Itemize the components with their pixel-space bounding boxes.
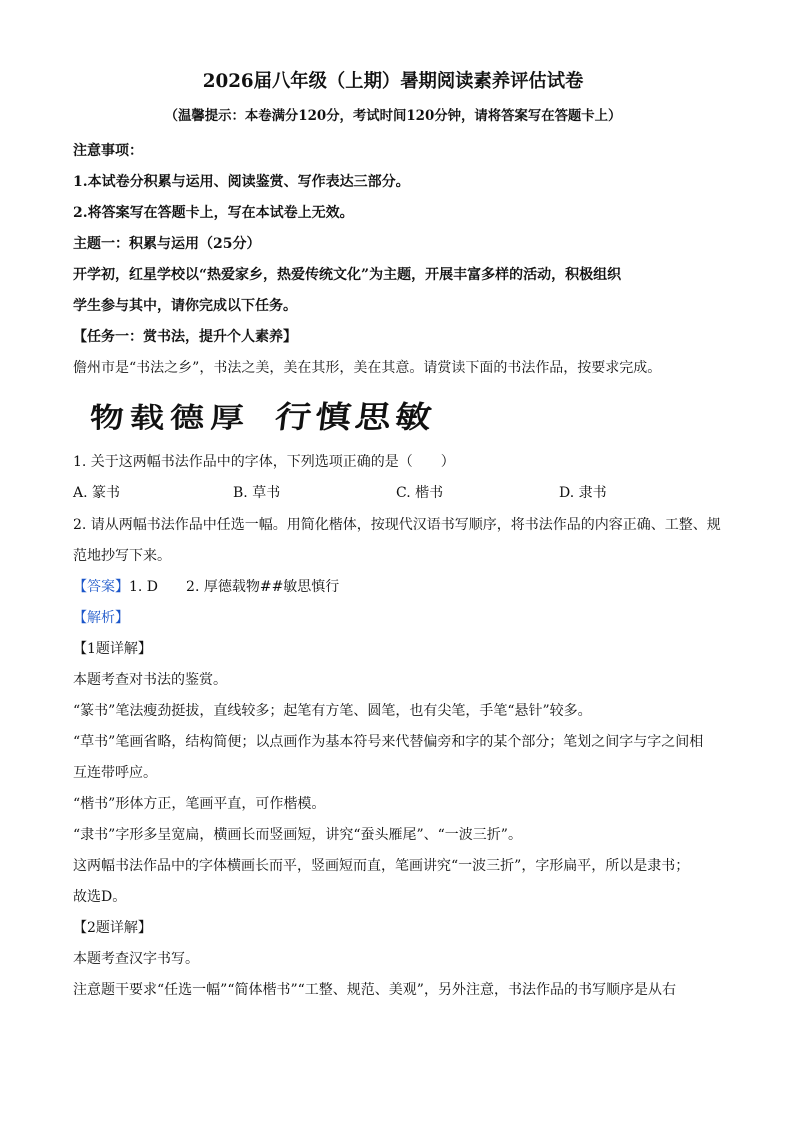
q1-detail-line: “楷书”形体方正，笔画平直，可作楷模。 [73, 796, 326, 812]
q1-detail-line: 本题考查对书法的鉴赏。 [73, 672, 227, 688]
task1-heading: 【任务一：赏书法，提升个人素养】 [73, 329, 297, 345]
answer-row [73, 577, 339, 597]
question-2-line-2: 范地抄写下来。 [73, 548, 171, 564]
option-b: B. 草书 [233, 485, 281, 501]
q2-detail-line: 本题考查汉字书写。 [73, 951, 199, 967]
notes-item-1: 1.本试卷分积累与运用、阅读鉴赏、写作表达三部分。 [73, 174, 410, 190]
q1-detail-line: “隶书”字形多呈宽扁，横画长而竖画短，讲究“蚕头雁尾”、“一波三折”。 [73, 827, 522, 843]
option-a: A. 篆书 [73, 485, 121, 501]
q1-detail-line: 互连带呼应。 [73, 765, 157, 781]
question-1-stem: 1. 关于这两幅书法作品中的字体，下列选项正确的是（ ） [73, 454, 455, 470]
q1-detail-heading: 【1题详解】 [73, 641, 152, 657]
answer-tag: 【答案】 [73, 579, 129, 595]
q1-detail-line: “篆书”笔法瘦劲挺拔，直线较多；起笔有方笔、圆笔，也有尖笔，手笔“悬针”较多。 [73, 703, 592, 719]
option-c: C. 楷书 [396, 485, 444, 501]
answer-text: 1. D 2. 厚德载物##敏思慎行 [129, 579, 340, 595]
theme-intro-line-2: 学生参与其中，请你完成以下任务。 [73, 298, 297, 314]
exam-hint: （温馨提示：本卷满分120分，考试时间120分钟，请将答案写在答题卡上） [164, 108, 622, 124]
analysis-tag: 【解析】 [73, 610, 129, 626]
q1-detail-line: 故选D。 [73, 889, 127, 905]
exam-title: 2026届八年级（上期）暑期阅读素养评估试卷 [202, 71, 584, 92]
theme-heading: 主题一：积累与运用（25分） [73, 236, 261, 252]
theme-intro-line-1: 开学初，红星学校以“热爱家乡，热爱传统文化”为主题，开展丰富多样的活动，积极组织 [73, 267, 622, 283]
q2-detail-line: 注意题干要求“任选一幅”“简体楷书”“工整、规范、美观”，另外注意，书法作品的书写顺序是从右 [73, 982, 676, 998]
q1-detail-line: 这两幅书法作品中的字体横画长而平，竖画短而直，笔画讲究“一波三折”，字形扁平，所以是隶书； [73, 858, 690, 874]
option-d: D. 隶书 [559, 485, 607, 501]
q1-detail-line: “草书”笔画省略，结构简便；以点画作为基本符号来代替偏旁和字的某个部分；笔划之间字与字之间相 [73, 734, 704, 750]
calligraphy-work-2: 行慎思敏 [272, 400, 438, 435]
question-2-line-1: 2. 请从两幅书法作品中任选一幅。用简化楷体，按现代汉语书写顺序，将书法作品的内容正确、工整、规 [73, 517, 721, 533]
notes-item-2: 2.将答案写在答题卡上，写在本试卷上无效。 [73, 205, 354, 221]
calligraphy-work-1: 物载德厚 [90, 402, 250, 434]
task1-intro: 儋州市是“书法之乡”，书法之美，美在其形，美在其意。请赏读下面的书法作品，按要求完成。 [73, 360, 662, 376]
q2-detail-heading: 【2题详解】 [73, 920, 152, 936]
notes-heading: 注意事项： [73, 143, 143, 159]
